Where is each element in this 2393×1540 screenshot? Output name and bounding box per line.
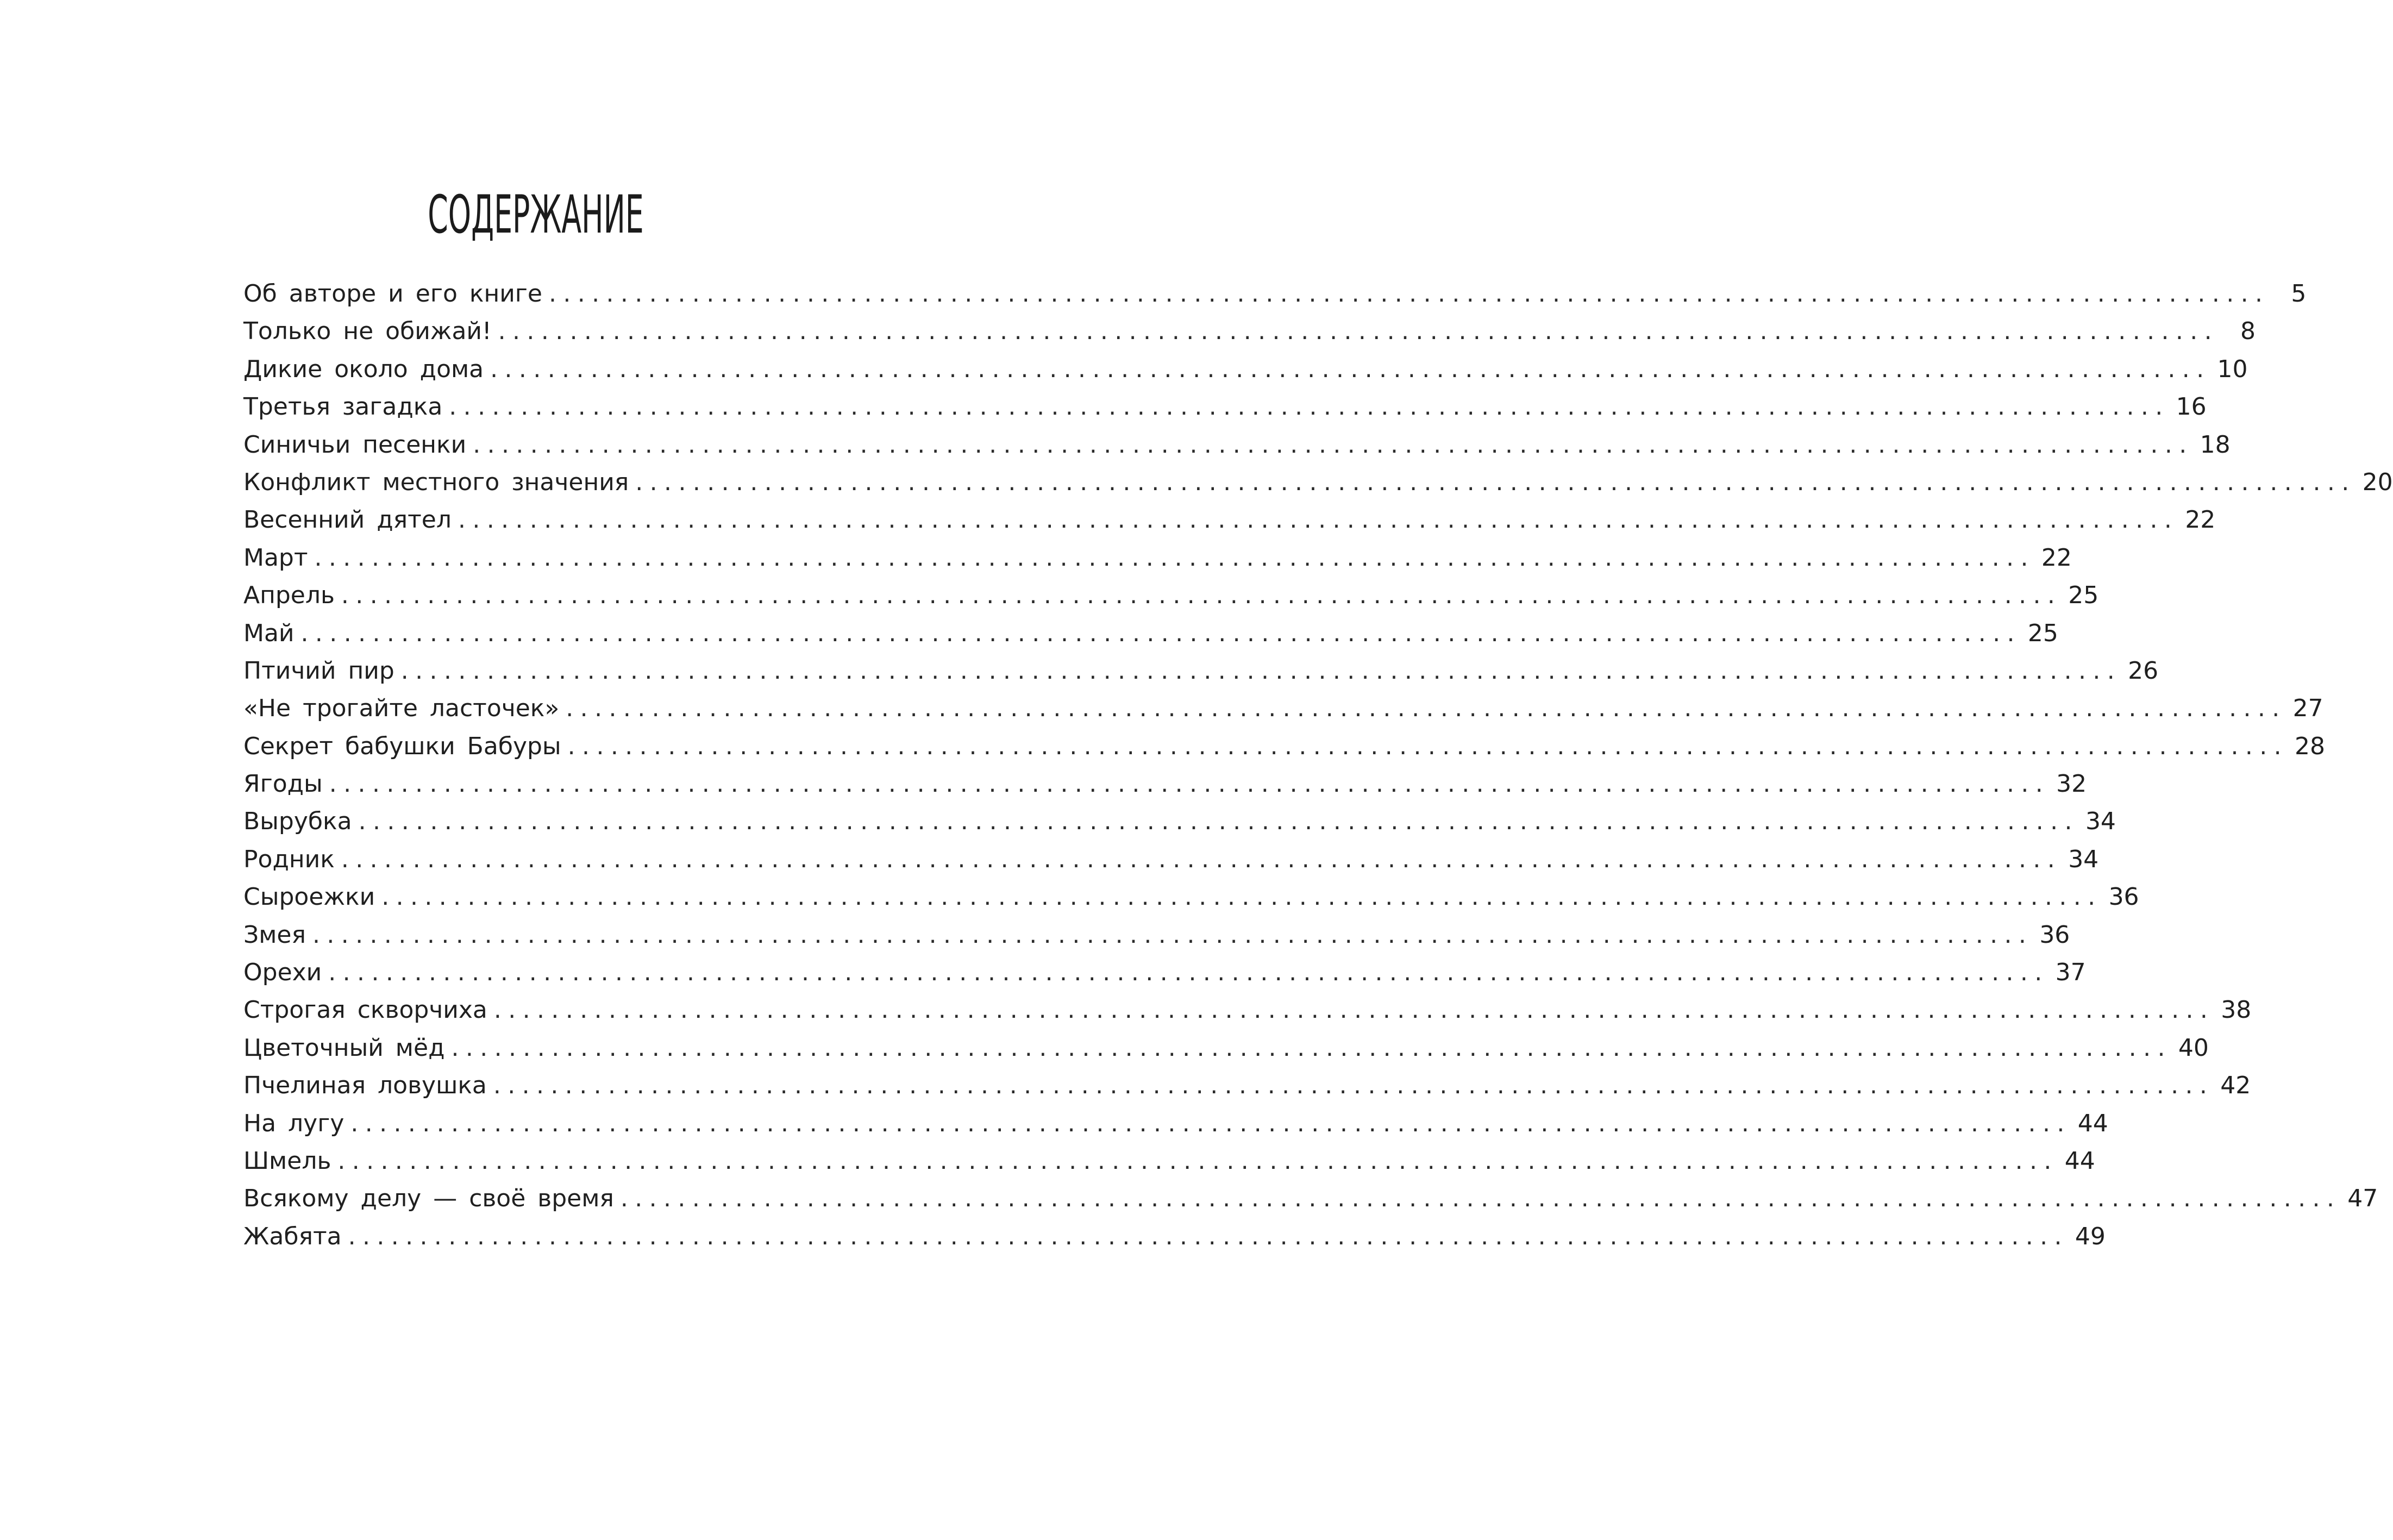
toc-entry-title: Ягоды xyxy=(243,770,323,798)
toc-entry xyxy=(243,577,2099,614)
toc-entry-page-number: 8 xyxy=(2240,317,2256,346)
dot-leader: ........................................................................................................................ xyxy=(458,506,2179,534)
toc-entry xyxy=(243,690,2323,727)
toc-entry xyxy=(243,841,2099,878)
toc-entry-page-number: 36 xyxy=(2039,921,2070,949)
toc-entry xyxy=(243,878,2139,916)
toc-entry xyxy=(243,1218,2106,1255)
toc-entry-page-number: 49 xyxy=(2075,1222,2106,1250)
toc-entry-title: Змея xyxy=(243,921,306,949)
toc-entry-title: Жабята xyxy=(243,1222,342,1250)
toc-entry-page-number: 16 xyxy=(2176,393,2207,421)
toc-entry xyxy=(243,916,2070,954)
dot-leader: ........................................................................................................................ xyxy=(498,317,2219,346)
toc-entry-title: Строгая скворчиха xyxy=(243,996,487,1024)
dot-leader: ........................................................................................................................ xyxy=(341,581,2062,610)
dot-leader: ........................................................................................................................ xyxy=(314,543,2035,572)
toc-entry-page-number: 36 xyxy=(2108,883,2139,911)
toc-entry-title: Секрет бабушки Бабуры xyxy=(243,732,561,760)
toc-entry-page-number: 40 xyxy=(2178,1034,2209,1062)
toc-entry xyxy=(243,275,2307,312)
dot-leader: ........................................................................................................................ xyxy=(337,1147,2058,1175)
toc-entry-page-number: 44 xyxy=(2064,1147,2095,1175)
dot-leader: ........................................................................................................................ xyxy=(635,468,2356,496)
dot-leader: ........................................................................................................................ xyxy=(341,845,2062,873)
dot-leader: ........................................................................................................................ xyxy=(493,1072,2214,1100)
toc-entry xyxy=(243,501,2216,539)
dot-leader: ........................................................................................................................ xyxy=(400,656,2122,685)
dot-leader: ........................................................................................................................ xyxy=(566,694,2286,723)
toc-entry-page-number: 22 xyxy=(2041,543,2072,572)
toc-entry xyxy=(243,954,2086,991)
toc-entry-page-number: 25 xyxy=(2068,581,2099,610)
toc-entry-page-number: 20 xyxy=(2362,468,2393,496)
toc-entry xyxy=(243,765,2087,803)
dot-leader: ........................................................................................................................ xyxy=(300,619,2021,647)
page-title: СОДЕРЖАНИЕ xyxy=(428,184,644,245)
dot-leader: ........................................................................................................................ xyxy=(493,996,2215,1024)
dot-leader: ........................................................................................................................ xyxy=(312,921,2033,949)
toc-entry-page-number: 22 xyxy=(2185,506,2216,534)
toc-entry xyxy=(243,1029,2209,1067)
toc-entry-page-number: 38 xyxy=(2221,996,2252,1024)
toc-entry-title: Родник xyxy=(243,845,335,873)
toc-entry-title: Пчелиная ловушка xyxy=(243,1072,487,1100)
toc-entry-page-number: 47 xyxy=(2347,1185,2378,1213)
dot-leader: ........................................................................................................................ xyxy=(328,959,2049,987)
toc-entry-title: Апрель xyxy=(243,581,335,610)
toc-entry-title: Весенний дятел xyxy=(243,506,452,534)
toc-entry-page-number: 27 xyxy=(2292,694,2323,723)
toc-entry-page-number: 32 xyxy=(2056,770,2087,798)
toc-entry-page-number: 26 xyxy=(2128,656,2159,685)
dot-leader: ........................................................................................................................ xyxy=(381,883,2102,911)
toc-entry-title: Вырубка xyxy=(243,807,352,836)
toc-entry xyxy=(243,1067,2251,1104)
toc-entry-title: Май xyxy=(243,619,295,647)
toc-entry-title: Март xyxy=(243,543,308,572)
dot-leader: ........................................................................................................................ xyxy=(620,1185,2341,1213)
toc-entry-title: Сыроежки xyxy=(243,883,375,911)
toc-entry-page-number: 25 xyxy=(2027,619,2058,647)
dot-leader: ........................................................................................................................ xyxy=(350,1109,2071,1137)
toc-entry xyxy=(243,388,2207,425)
toc-entry-title: Третья загадка xyxy=(243,393,443,421)
toc-entry-title: Синичьи песенки xyxy=(243,430,467,459)
toc-entry-title: Только не обижай! xyxy=(243,317,492,346)
toc-entry-title: Всякому делу — своё время xyxy=(243,1185,614,1213)
toc-entry xyxy=(243,1142,2095,1180)
toc-entry xyxy=(243,652,2159,690)
dot-leader: ........................................................................................................................ xyxy=(567,732,2289,760)
toc-entry-page-number: 18 xyxy=(2200,430,2231,459)
toc-entry xyxy=(243,615,2058,652)
toc-entry-page-number: 37 xyxy=(2055,959,2086,987)
toc-entry xyxy=(243,426,2231,464)
dot-leader: ........................................................................................................................ xyxy=(490,355,2211,383)
dot-leader: ........................................................................................................................ xyxy=(549,280,2270,308)
toc-entry-page-number: 10 xyxy=(2217,355,2248,383)
toc-entry-page-number: 34 xyxy=(2085,807,2116,836)
toc-entry-title: «Не трогайте ласточек» xyxy=(243,694,560,723)
toc-entry-page-number: 34 xyxy=(2068,845,2099,873)
toc-entry xyxy=(243,1180,2378,1217)
table-of-contents xyxy=(243,275,2393,1255)
toc-entry-title: Конфликт местного значения xyxy=(243,468,629,496)
toc-entry-title: Об автоpe и его книге xyxy=(243,280,542,308)
dot-leader: ........................................................................................................................ xyxy=(358,807,2079,836)
toc-entry-title: Дикие около дома xyxy=(243,355,484,383)
toc-entry-page-number: 28 xyxy=(2295,732,2326,760)
toc-entry-title: На лугу xyxy=(243,1109,344,1137)
dot-leader: ........................................................................................................................ xyxy=(449,393,2170,421)
toc-entry-page-number: 5 xyxy=(2291,280,2307,308)
toc-entry-page-number: 42 xyxy=(2220,1072,2251,1100)
dot-leader: ........................................................................................................................ xyxy=(348,1222,2069,1250)
toc-entry-title: Птичий пир xyxy=(243,656,394,685)
toc-entry xyxy=(243,991,2252,1029)
toc-entry xyxy=(243,539,2072,577)
toc-entry xyxy=(243,464,2393,501)
toc-entry-title: Орехи xyxy=(243,959,322,987)
toc-entry xyxy=(243,1105,2108,1142)
toc-entry xyxy=(243,350,2248,388)
toc-entry xyxy=(243,728,2326,765)
toc-entry-title: Цветочный мёд xyxy=(243,1034,445,1062)
toc-entry-title: Шмель xyxy=(243,1147,331,1175)
toc-entry xyxy=(243,803,2116,840)
dot-leader: ........................................................................................................................ xyxy=(451,1034,2172,1062)
dot-leader: ........................................................................................................................ xyxy=(473,430,2194,459)
toc-entry-page-number: 44 xyxy=(2077,1109,2108,1137)
dot-leader: ........................................................................................................................ xyxy=(329,770,2050,798)
toc-entry xyxy=(243,312,2256,350)
